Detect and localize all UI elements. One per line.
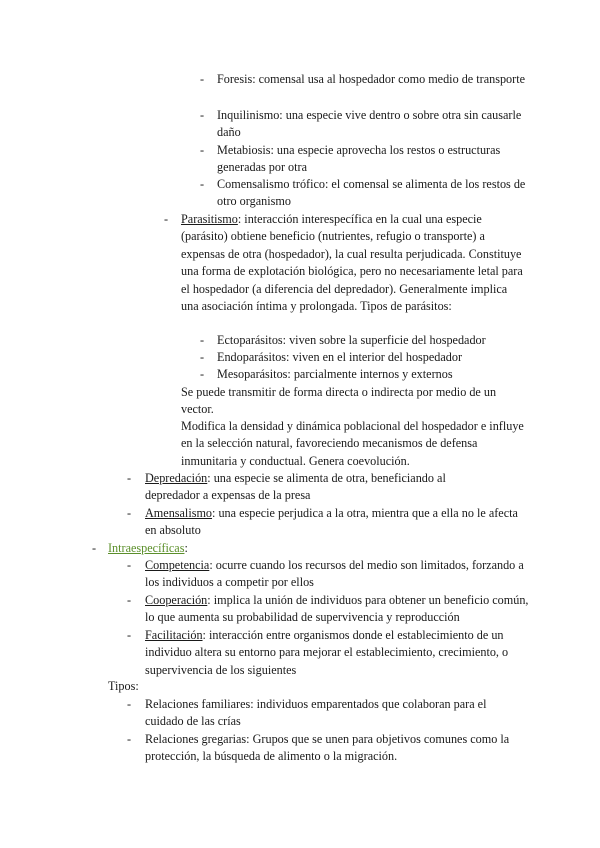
bullet-dash: - [127,732,132,746]
bullet-dash: - [200,72,205,86]
amensalismo-term: Amensalismo [145,506,213,520]
relaciones-gregarias-item: Relaciones gregarias: Grupos que se unen para objetivos comunes como la protección, la búsqueda de alimento o la migración. [145,732,510,764]
bullet-dash: - [164,212,169,226]
bullet-dash: - [200,143,205,157]
metabiosis-item: Metabiosis: una especie aprovecha los restos o estructuras generadas por otra [217,143,501,175]
bullet-dash: - [200,350,205,364]
bullet-dash: - [127,471,132,485]
cooperacion-definition: : implica la unión de individuos para obtener un beneficio común, lo que aumenta su probabilidad de supervivencia y reproducción [145,593,529,625]
depredacion-definition: : una especie se alimenta de otra, beneficiando al depredador a expensas de la presa [145,471,446,503]
competencia-definition: : ocurre cuando los recursos del medio son limitados, forzando a los individuos a competir por ellos [145,558,524,590]
tipos-label: Tipos: [108,679,139,693]
endoparasitos-item: Endoparásitos: viven en el interior del hospedador [217,350,463,364]
depredacion-term: Depredación [145,471,208,485]
facilitacion-definition: : interacción entre organismos donde el establecimiento de un individuo altera su entorno para mejorar el establecimiento, crecimiento, o supervivencia de los siguientes [145,628,509,677]
intraespecificas-link[interactable]: Intraespecíficas [108,541,185,555]
facilitacion-item [145,627,530,679]
competencia-item [145,557,525,592]
bullet-dash: - [200,333,205,347]
relaciones-familiares-item: Relaciones familiares: individuos emparentados que colaboran para el cuidado de las crías [145,697,487,729]
parasitismo-effects: Modifica la densidad y dinámica poblacional del hospedador e influye en la selección natural, favoreciendo mecanismos de defensa inmunitaria y conductual. Genera coevolución. [181,419,524,468]
bullet-dash: - [200,108,205,122]
bullet-dash: - [127,697,132,711]
comensalismo-trofico-item: Comensalismo trófico: el comensal se alimenta de los restos de otro organismo [217,177,526,209]
bullet-dash: - [92,541,97,555]
parasitismo-term: Parasitismo [181,212,238,226]
facilitacion-term: Facilitación [145,628,203,642]
amensalismo-definition: : una especie perjudica a la otra, mientra que a ella no le afecta en absoluto [145,506,518,538]
bullet-dash: - [127,558,132,572]
mesoparasitos-item: Mesoparásitos: parcialmente internos y externos [217,367,453,381]
ectoparasitos-item: Ectoparásitos: viven sobre la superficie del hospedador [217,333,486,347]
parasitismo-transmission: Se puede transmitir de forma directa o indirecta por medio de un vector. [181,385,497,417]
foresis-item: Foresis: comensal usa al hospedador como medio de transporte [217,72,525,86]
parasitismo-definition: : interacción interespecífica en la cual una especie (parásito) obtiene beneficio (nutrientes, refugio o transporte) a expensas de otra (hospedador), la cual resulta perjudicada. Constituye una forma de explotación biológica, pero no necesariamente letal para el hospedador (a diferencia del depredador). Generalmente implica una asociación íntima y prolongada. Tipos de parásitos: [181,212,523,314]
depredacion-item [145,470,490,505]
cooperacion-item [145,592,530,627]
intraespecificas-heading [108,540,408,557]
cooperacion-term: Cooperación [145,593,208,607]
bullet-dash: - [200,367,205,381]
bullet-dash: - [127,506,132,520]
amensalismo-item [145,505,525,540]
bullet-dash: - [200,177,205,191]
bullet-dash: - [127,628,132,642]
intraespecificas-colon: : [184,541,188,555]
bullet-dash: - [127,593,132,607]
parasitismo-item [181,211,525,315]
competencia-term: Competencia [145,558,210,572]
inquilinismo-item: Inquilinismo: una especie vive dentro o sobre otra sin causarle daño [217,108,522,140]
